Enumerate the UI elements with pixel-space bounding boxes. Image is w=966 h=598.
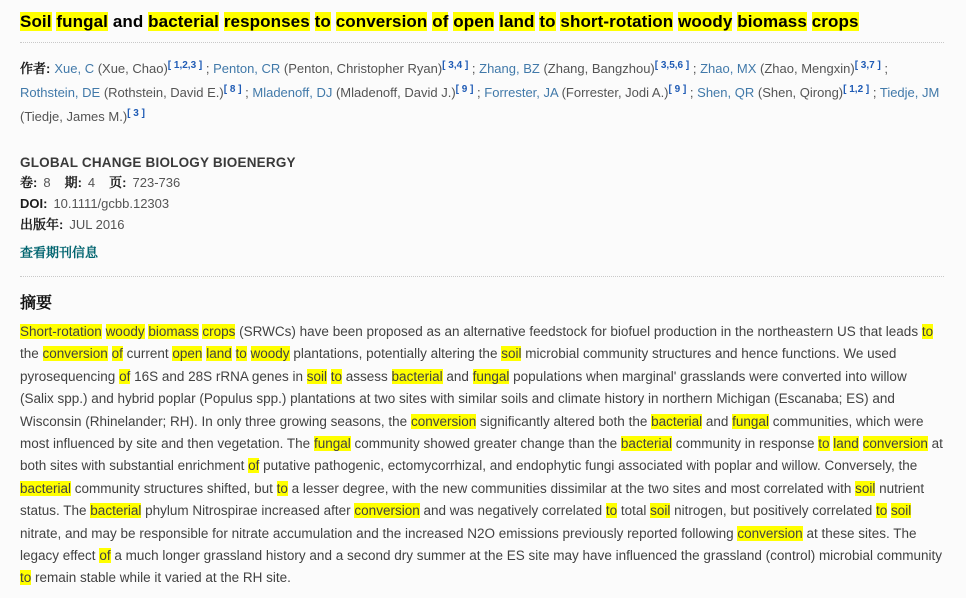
plain-text: the xyxy=(20,346,43,362)
highlighted-term: woody xyxy=(250,346,290,362)
title-separator xyxy=(20,42,944,43)
highlighted-term: land xyxy=(833,436,859,452)
highlighted-term: to xyxy=(818,436,830,452)
plain-text: populations when marginal' grasslands were converted into willow (Salix spp.) and hybrid poplar (Populus spp.) plantations at two sites with similar soils and climate history in northern Michigan (Escanaba; ES) and Wisconsin (Rhinelander; RH). In only three growing seasons, the xyxy=(20,368,907,429)
plain-text: nutrient status. The xyxy=(20,480,925,519)
issue-label: 期: xyxy=(64,175,82,190)
author-full-name: (Shen, Qirong) xyxy=(754,85,844,100)
highlighted-term: short-rotation xyxy=(560,12,674,31)
highlighted-term: open xyxy=(453,12,495,31)
plain-text: 16S and 28S rRNA genes in xyxy=(130,368,307,384)
volume-value: 8 xyxy=(43,175,51,190)
plain-text: microbial community structures and hence functions. We used pyrosequencing xyxy=(20,346,897,384)
highlighted-term: soil xyxy=(650,503,671,519)
plain-text: communities, which were most influenced by site and then vegetation. The xyxy=(20,413,924,452)
plain-text: total xyxy=(617,503,651,519)
highlighted-term: fungal xyxy=(732,413,769,429)
author-link[interactable]: Penton, CR xyxy=(213,61,281,76)
author-separator: ; xyxy=(686,85,698,100)
plain-text: plantations, potentially altering the xyxy=(289,346,502,362)
author-link[interactable]: Zhao, MX xyxy=(700,61,757,76)
highlighted-term: to xyxy=(20,570,32,586)
highlighted-term: bacterial xyxy=(651,413,703,429)
highlighted-term: to xyxy=(330,368,343,384)
issue-value: 4 xyxy=(87,175,96,190)
authors-list xyxy=(20,61,939,124)
plain-text xyxy=(331,12,336,31)
plain-text: and xyxy=(108,12,149,31)
highlighted-term: bacterial xyxy=(20,480,72,496)
highlighted-term: woody xyxy=(678,12,733,31)
author-affiliation-superscript[interactable]: [ 9 ] xyxy=(668,84,687,95)
highlighted-term: soil xyxy=(891,503,912,519)
highlighted-term: conversion xyxy=(410,413,477,429)
highlighted-term: biomass xyxy=(148,324,199,339)
doi-label: DOI: xyxy=(20,196,48,211)
volume-label: 卷: xyxy=(20,175,38,190)
author-link[interactable]: Xue, C xyxy=(54,61,95,76)
authors-line xyxy=(20,57,944,129)
author-affiliation-superscript[interactable]: [ 1,2 ] xyxy=(843,84,870,95)
author-separator: ; xyxy=(880,61,889,76)
article-title xyxy=(20,9,944,35)
plain-text: current xyxy=(122,346,173,362)
pub-year-value: JUL 2016 xyxy=(69,217,125,232)
authors-label: 作者: xyxy=(20,61,51,76)
author-full-name: (Zhao, Mengxin) xyxy=(756,61,855,76)
author-separator: ; xyxy=(468,61,480,76)
highlighted-term: of xyxy=(111,346,123,362)
plain-text: nitrate, and may be responsible for nitrate accumulation and the increased N2O emissions previously reported following xyxy=(20,525,738,541)
plain-text: and xyxy=(702,413,733,429)
author-full-name: (Penton, Christopher Ryan) xyxy=(280,61,443,76)
highlighted-term: fungal xyxy=(472,368,510,384)
author-full-name: (Zhang, Bangzhou) xyxy=(539,61,655,76)
highlighted-term: fungal xyxy=(313,436,351,452)
author-link[interactable]: Rothstein, DE xyxy=(20,85,101,100)
highlighted-term: to xyxy=(605,503,618,519)
author-separator: ; xyxy=(473,85,485,100)
author-full-name: (Rothstein, David E.) xyxy=(100,85,224,100)
highlighted-term: to xyxy=(876,503,888,519)
highlighted-term: bacterial xyxy=(90,503,142,519)
author-link[interactable]: Zhang, BZ xyxy=(479,61,540,76)
doi-line xyxy=(20,196,944,212)
plain-text: remain stable while it varied at the RH site. xyxy=(31,570,291,586)
journal-block xyxy=(20,155,944,262)
highlighted-term: crops xyxy=(202,324,236,339)
plain-text: (SRWCs) have been proposed as an alternative feedstock for biofuel production in the northeastern US that leads xyxy=(235,324,922,339)
highlighted-term: to xyxy=(314,12,331,31)
highlighted-term: fungal xyxy=(56,12,108,31)
highlighted-term: woody xyxy=(105,324,145,339)
highlighted-term: conversion xyxy=(737,525,803,541)
highlighted-term: open xyxy=(172,346,203,362)
pages-label: 页: xyxy=(109,175,127,190)
plain-text: a much longer grassland history and a second dry summer at the ES site may have influenced the grassland (control) microbial community xyxy=(110,548,942,564)
highlighted-term: conversion xyxy=(42,346,108,362)
highlighted-term: biomass xyxy=(737,12,807,31)
highlighted-term: of xyxy=(119,368,131,384)
abstract-text xyxy=(20,321,944,590)
highlighted-term: to xyxy=(539,12,556,31)
highlighted-term: of xyxy=(248,458,260,474)
highlighted-term: Soil xyxy=(20,12,52,31)
author-affiliation-superscript[interactable]: [ 9 ] xyxy=(455,84,474,95)
highlighted-term: responses xyxy=(223,12,310,31)
author-affiliation-superscript[interactable]: [ 3,7 ] xyxy=(854,60,881,71)
highlighted-term: Short-rotation xyxy=(20,324,102,339)
pub-year-label: 出版年: xyxy=(20,217,64,232)
highlighted-term: bacterial xyxy=(391,368,443,384)
highlighted-term: conversion xyxy=(862,436,928,452)
author-affiliation-superscript[interactable]: [ 3,5,6 ] xyxy=(654,60,690,71)
highlighted-term: land xyxy=(499,12,535,31)
author-affiliation-superscript[interactable]: [ 1,2,3 ] xyxy=(167,60,203,71)
plain-text xyxy=(102,324,106,339)
plain-text xyxy=(232,346,236,361)
highlighted-term: of xyxy=(99,548,111,564)
pub-year-line xyxy=(20,217,944,233)
highlighted-term: to xyxy=(276,480,288,496)
author-full-name: (Xue, Chao) xyxy=(94,61,168,76)
plain-text: community showed greater change than the xyxy=(350,436,621,452)
doi-value: 10.1111/gcbb.12303 xyxy=(53,196,170,211)
highlighted-term: of xyxy=(432,12,449,31)
author-link[interactable]: Forrester, JA xyxy=(484,85,558,100)
author-affiliation-superscript[interactable]: [ 8 ] xyxy=(223,84,242,95)
author-link[interactable]: Tiedje, JM xyxy=(879,85,940,100)
plain-text: community in response xyxy=(671,436,819,452)
plain-text: community structures shifted, but xyxy=(71,480,277,496)
author-full-name: (Mladenoff, David J.) xyxy=(332,85,456,100)
highlighted-term: to xyxy=(235,346,247,362)
highlighted-term: bacterial xyxy=(148,12,219,31)
view-journal-info-link[interactable]: 查看期刊信息 xyxy=(20,245,99,260)
plain-text: at these sites. The legacy effect xyxy=(20,525,917,564)
highlighted-term: crops xyxy=(811,12,859,31)
plain-text: significantly altered both the xyxy=(476,413,652,429)
abstract-separator xyxy=(20,276,944,277)
highlighted-term: soil xyxy=(306,368,327,384)
highlighted-term: conversion xyxy=(335,12,428,31)
plain-text: at both sites with substantial enrichment xyxy=(20,436,943,474)
author-affiliation-superscript[interactable]: [ 3,4 ] xyxy=(442,60,469,71)
abstract-heading: 摘要 xyxy=(20,295,53,312)
highlighted-term: soil xyxy=(855,480,876,496)
author-link[interactable]: Shen, QR xyxy=(697,85,755,100)
author-separator: ; xyxy=(869,85,880,100)
plain-text: and was negatively correlated xyxy=(419,503,606,519)
author-affiliation-superscript[interactable]: [ 3 ] xyxy=(127,108,145,119)
pages-value: 723-736 xyxy=(132,175,181,190)
plain-text: a lesser degree, with the new communities dissimilar at the two sites and most correlated with xyxy=(287,480,856,496)
plain-text: and xyxy=(442,368,473,384)
plain-text: nitrogen, but positively correlated xyxy=(670,503,877,519)
highlighted-term: conversion xyxy=(354,503,420,519)
plain-text: assess xyxy=(342,368,392,384)
plain-text xyxy=(247,346,251,361)
author-separator: ; xyxy=(202,61,214,76)
plain-text: phylum Nitrospirae increased after xyxy=(141,503,355,519)
highlighted-term: land xyxy=(206,346,232,362)
plain-text: putative pathogenic, ectomycorrhizal, and endophytic fungi associated with poplar and willow. Conversely, the xyxy=(259,458,918,474)
author-full-name: (Forrester, Jodi A.) xyxy=(557,85,669,100)
plain-text xyxy=(310,12,315,31)
volume-issue-pages-line xyxy=(20,175,944,191)
highlighted-term: soil xyxy=(501,346,522,362)
author-separator: ; xyxy=(689,61,701,76)
highlighted-term: to xyxy=(921,324,934,339)
author-link[interactable]: Mladenoff, DJ xyxy=(252,85,333,100)
author-full-name: (Tiedje, James M.) xyxy=(20,109,128,124)
journal-name: GLOBAL CHANGE BIOLOGY BIOENERGY xyxy=(20,155,296,170)
highlighted-term: bacterial xyxy=(620,436,672,452)
author-separator: ; xyxy=(241,85,253,100)
